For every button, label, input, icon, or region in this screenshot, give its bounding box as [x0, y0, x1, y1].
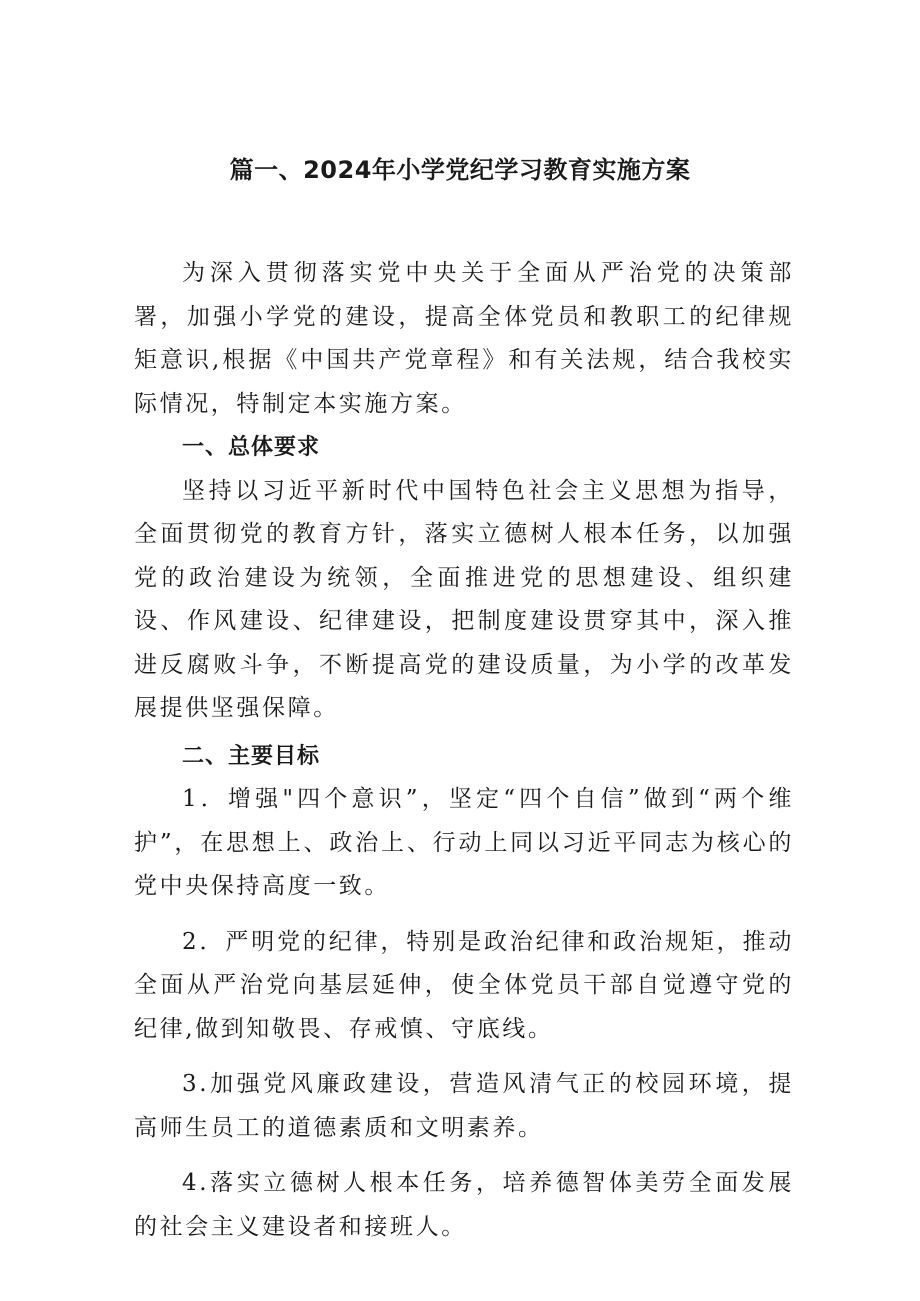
goal-item-2: 2．严明党的纪律，特别是政治纪律和政治规矩，推动全面从严治党向基层延伸，使全体党员干部自觉遵守党的纪律,做到知敬畏、存戒慎、守底线。 — [134, 928, 794, 1042]
goal-item-1: 1．增强"四个意识”，坚定“四个自信”做到“两个维护”，在思想上、政治上、行动上同以习近平同志为核心的党中央保持高度一致。 — [134, 786, 794, 899]
goal-item-4: 4.落实立德树人根本任务，培养德智体美劳全面发展的社会主义建设者和接班人。 — [134, 1170, 794, 1240]
section-heading-general-requirements: 一、总体要求 — [182, 435, 321, 460]
intro-paragraph: 为深入贯彻落实党中央关于全面从严治党的决策部署，加强小学党的建设，提高全体党员和教职工的纪律规矩意识,根据《中国共产党章程》和有关法规，结合我校实际情况，特制定本实施方案。 — [134, 260, 794, 417]
general-requirements-paragraph: 坚持以习近平新时代中国特色社会主义思想为指导，全面贯彻党的教育方针，落实立德树人根本任务，以加强党的政治建设为统领，全面推进党的思想建设、组织建设、作风建设、纪律建设，把制度建设贯穿其中，深入推进反腐败斗争，不断提高党的建设质量，为小学的改革发展提供坚强保障。 — [134, 477, 794, 721]
document-body — [134, 252, 794, 1249]
section-heading-main-goals: 二、主要目标 — [182, 743, 321, 769]
goal-item-3: 3.加强党风廉政建设，营造风清气正的校园环境，提高师生员工的道德素质和文明素养。 — [134, 1071, 794, 1141]
document-title: 篇一、2024年小学党纪学习教育实施方案 — [229, 156, 691, 184]
